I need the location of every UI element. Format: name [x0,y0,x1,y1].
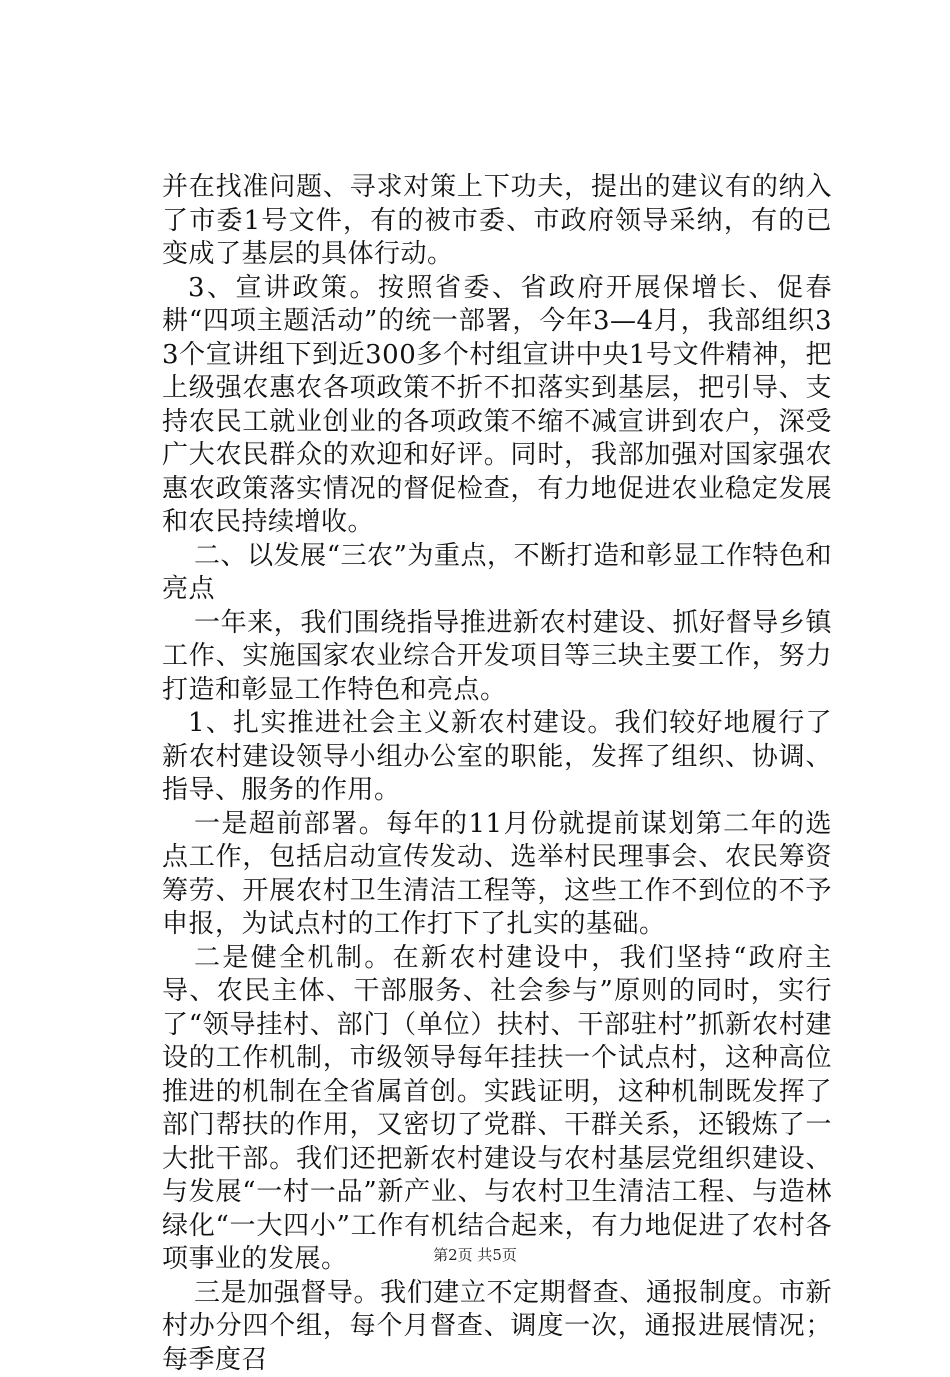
paragraph-mechanism: 二是健全机制。在新农村建设中，我们坚持“政府主导、农民主体、干部服务、社会参与”原则的同时，实行了“领导挂村、部门（单位）扶村、干部驻村”抓新农村建设的工作机制，市级领导每年挂扶一个试点村，这种高位推进的机制在全省属首创。实践证明，这种机制既发挥了部门帮扶的作用，又密切了党群、干群关系，还锻炼了一大批干部。我们还把新农村建设与农村基层党组织建设、与发展“一村一品”新产业、与农村卫生清洁工程、与造林绿化“一大四小”工作有机结合起来，有力地促进了农村各项事业的发展。 [162,942,832,1277]
paragraph-continuation: 并在找准问题、寻求对策上下功夫，提出的建议有的纳入了市委1号文件，有的被市委、市政府领导采纳，有的已变成了基层的具体行动。 [162,171,832,272]
document-body [162,171,832,1377]
section-heading-two: 二、以发展“三农”为重点，不断打造和彰显工作特色和亮点 [162,540,832,607]
paragraph-supervision: 三是加强督导。我们建立不定期督查、通报制度。市新村办分四个组，每个月督查、调度一次，通报进展情况；每季度召 [162,1277,832,1377]
paragraph-policy-promotion: 3、宣讲政策。按照省委、省政府开展保增长、促春耕“四项主题活动”的统一部署，今年3—4月，我部组织33个宣讲组下到近300多个村组宣讲中央1号文件精神，把上级强农惠农各项政策不折不扣落实到基层，把引导、支持农民工就业创业的各项政策不缩不减宣讲到农户，深受广大农民群众的欢迎和好评。同时，我部加强对国家强农惠农政策落实情况的督促检查，有力地促进农业稳定发展和农民持续增收。 [162,272,832,540]
page-number: 第2页 共5页 [433,1246,517,1264]
paragraph-new-village: 1、扎实推进社会主义新农村建设。我们较好地履行了新农村建设领导小组办公室的职能，发挥了组织、协调、指导、服务的作用。 [162,707,832,808]
page-footer [0,1244,950,1265]
paragraph-advance-planning: 一是超前部署。每年的11月份就提前谋划第二年的选点工作，包括启动宣传发动、选举村民理事会、农民筹资筹劳、开展农村卫生清洁工程等，这些工作不到位的不予申报，为试点村的工作打下了扎实的基础。 [162,808,832,942]
paragraph-overview: 一年来，我们围绕指导推进新农村建设、抓好督导乡镇工作、实施国家农业综合开发项目等三块主要工作，努力打造和彰显工作特色和亮点。 [162,607,832,708]
